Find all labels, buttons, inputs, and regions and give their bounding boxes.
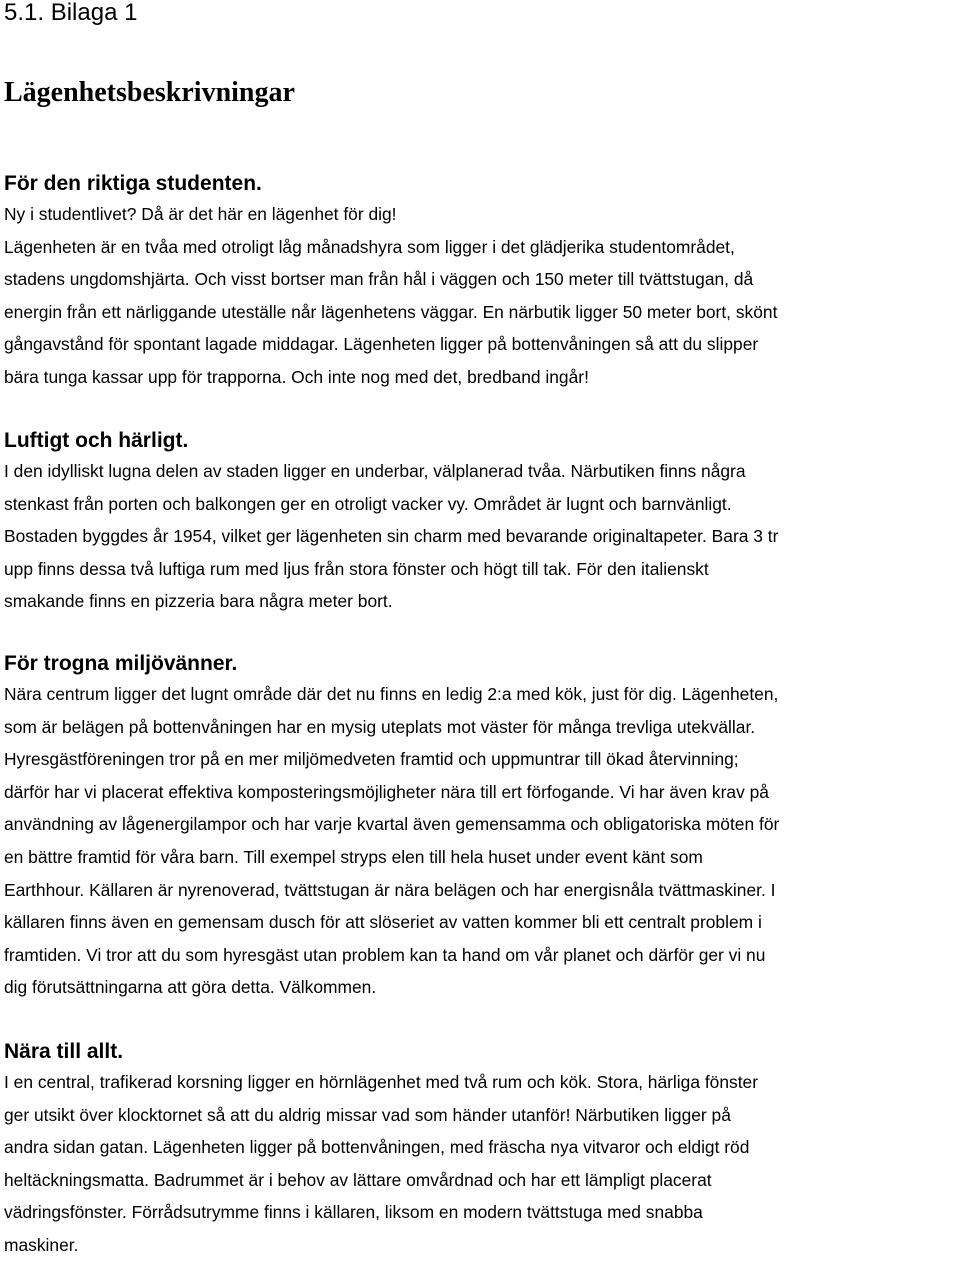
- text-line: stadens ungdomshjärta. Och visst bortser man från hål i väggen och 150 meter till tvättstugan, då: [4, 269, 754, 290]
- text-line: andra sidan gatan. Lägenheten ligger på bottenvåningen, med fräscha nya vitvaror och eldigt röd: [4, 1137, 750, 1158]
- section-nara-till-allt: [4, 1038, 960, 1262]
- text-line: I den idylliskt lugna delen av staden ligger en underbar, välplanerad tvåa. Närbutiken finns några: [4, 461, 746, 481]
- text-line: Earthhour. Källaren är nyrenoverad, tvättstugan är nära belägen och har energisnåla tvättmaskiner. I: [4, 879, 776, 900]
- text-line: I en central, trafikerad korsning ligger en hörnlägenhet med två rum och kök. Stora, härliga fönster: [4, 1072, 758, 1092]
- text-line: Lägenheten är en tvåa med otroligt låg månadshyra som ligger i det glädjerika studentområdet,: [4, 236, 735, 257]
- text-line: framtiden. Vi tror att du som hyresgäst utan problem kan ta hand om vår planet och därför ger vi nu: [4, 944, 766, 965]
- text-line: Nära centrum ligger det lugnt område där det nu finns en ledig 2:a med kök, just för dig. Lägenheten,: [4, 684, 779, 704]
- text-line: gångavstånd för spontant lagade middagar. Lägenheten ligger på bottenvåningen så att du slipper: [4, 334, 759, 355]
- document-title: Lägenhetsbeskrivningar: [4, 77, 295, 108]
- text-line: Ny i studentlivet? Då är det här en lägenhet för dig!: [4, 204, 397, 224]
- text-line: vädringsfönster. Förrådsutrymme finns i källaren, liksom en modern tvättstuga med snabba: [4, 1202, 703, 1223]
- text-line: smakande finns en pizzeria bara några meter bort.: [4, 591, 393, 612]
- section-number: 5.1. Bilaga 1: [4, 0, 138, 26]
- text-line: energin från ett närliggande uteställe når lägenhetens väggar. En närbutik ligger 50 meter bort, skönt: [4, 301, 778, 322]
- text-line: källaren finns även en gemensam dusch för att slöseriet av vatten kommer bli ett centralt problem i: [4, 912, 762, 933]
- section-miljovanner: [4, 650, 960, 1004]
- text-line: Hyresgästföreningen tror på en mer miljömedveten framtid och uppmuntrar till ökad återvinning;: [4, 749, 739, 770]
- section-body: [4, 455, 960, 618]
- text-line: en bättre framtid för våra barn. Till exempel stryps elen till hela huset under event känt som: [4, 846, 703, 867]
- text-line: därför har vi placerat effektiva komposteringsmöjligheter nära till ert förfogande. Vi har även krav på: [4, 781, 769, 802]
- text-line: bära tunga kassar upp för trapporna. Och inte nog med det, bredband ingår!: [4, 366, 589, 387]
- section-luftigt: [4, 427, 960, 618]
- section-body: [4, 678, 960, 1004]
- text-line: heltäckningsmatta. Badrummet är i behov av lättare omvårdnad och har ett lämpligt placerat: [4, 1169, 712, 1190]
- section-student: [4, 170, 960, 394]
- text-line: Bostaden byggdes år 1954, vilket ger lägenheten sin charm med bevarande originaltapeter. Bara 3 tr: [4, 526, 779, 547]
- section-body: [4, 198, 960, 394]
- text-line: användning av lågenergilampor och har varje kvartal även gemensamma och obligatoriska möten för: [4, 814, 780, 835]
- section-heading: För den riktiga studenten.: [4, 172, 262, 195]
- section-body: [4, 1066, 960, 1262]
- text-line: maskiner.: [4, 1234, 79, 1255]
- text-line: dig förutsättningarna att göra detta. Välkommen.: [4, 977, 377, 998]
- section-heading: Nära till allt.: [4, 1040, 124, 1063]
- text-line: upp finns dessa två luftiga rum med ljus från stora fönster och högt till tak. För den italienskt: [4, 558, 709, 579]
- section-heading: För trogna miljövänner.: [4, 652, 238, 675]
- text-line: stenkast från porten och balkongen ger en otroligt vacker vy. Området är lugnt och barnvänligt.: [4, 493, 732, 514]
- text-line: som är belägen på bottenvåningen har en mysig uteplats mot väster för många trevliga utekvällar.: [4, 716, 756, 737]
- section-heading: Luftigt och härligt.: [4, 429, 189, 452]
- text-line: ger utsikt över klocktornet så att du aldrig missar vad som händer utanför! Närbutiken ligger på: [4, 1104, 731, 1125]
